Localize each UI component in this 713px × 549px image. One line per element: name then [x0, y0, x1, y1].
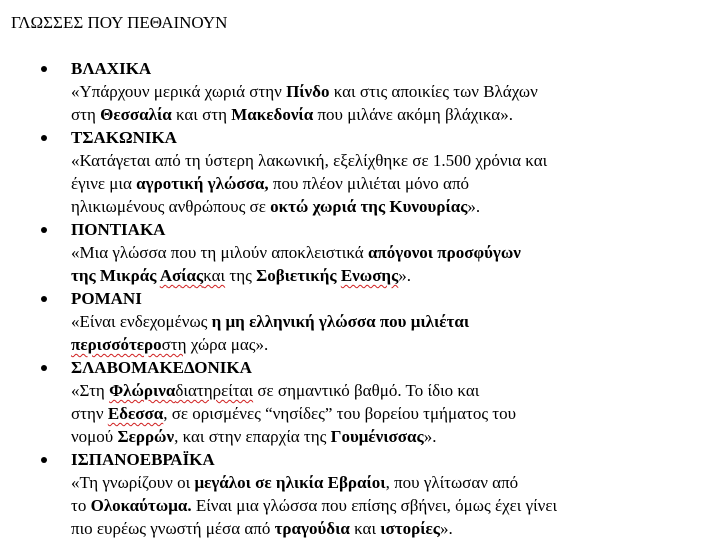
bold-text: Πίνδο: [286, 82, 330, 101]
quote-text: νομού: [71, 427, 118, 446]
quote-text: «Υπάρχουν μερικά χωριά στην: [71, 82, 287, 101]
quote-line: [71, 494, 713, 517]
quote-text: το: [71, 496, 91, 515]
quote-text: και: [203, 266, 226, 285]
quote-text: και: [349, 519, 381, 538]
language-name: ΙΣΠΑΝΟΕΒΡΑΪΚΑ: [71, 450, 215, 469]
language-name: ΡΟΜΑΝΙ: [71, 289, 142, 308]
bold-text: Σερρών: [117, 427, 175, 446]
bold-text: της Μικράς: [71, 266, 160, 285]
quote-text: και στις αποικίες των Βλάχων: [329, 82, 538, 101]
quote-text: «Μια γλώσσα που τη μιλούν αποκλειστικά: [71, 243, 368, 262]
quote-line: [71, 379, 713, 402]
quote-text: ».: [423, 427, 437, 446]
quote-line: [71, 264, 713, 287]
language-name: ΠΟΝΤΙΑΚΑ: [71, 220, 166, 239]
list-item: [0, 448, 713, 540]
quote-text: χώρα μας».: [186, 335, 269, 354]
quote-line: [71, 149, 713, 172]
bold-text: Ενωσης: [340, 266, 399, 285]
bullet-icon: [41, 227, 47, 233]
quote-text: και στη: [171, 105, 232, 124]
bold-text: ιστορίες: [380, 519, 440, 538]
list-item: [0, 57, 713, 126]
quote-line: [71, 333, 713, 356]
bold-text: Ολοκαύτωμα.: [90, 496, 192, 515]
bold-text: Μακεδονία: [231, 105, 314, 124]
bold-text: αγροτική γλώσσα,: [136, 174, 269, 193]
quote-text: στην: [71, 404, 108, 423]
bold-text: τραγούδια: [274, 519, 350, 538]
quote-line: [71, 310, 713, 333]
quote-line: [71, 195, 713, 218]
quote-text: ».: [398, 266, 412, 285]
quote-text: ».: [467, 197, 481, 216]
quote-text: «Τη γνωρίζουν οι: [71, 473, 195, 492]
bold-text: οκτώ χωριά της Κυνουρίας: [270, 197, 468, 216]
bold-text: Εδεσσα: [107, 404, 164, 423]
list-item: [0, 287, 713, 356]
quote-text: «Στη: [71, 381, 110, 400]
bullet-icon: [41, 135, 47, 141]
quote-line: [71, 80, 713, 103]
language-list: [0, 57, 713, 540]
language-name: ΣΛΑΒΟΜΑΚΕΔΟΝΙΚΑ: [71, 358, 252, 377]
list-item: [0, 356, 713, 448]
quote-line: [71, 402, 713, 425]
bold-text: η μη ελληνική γλώσσα που μιλιέται: [211, 312, 470, 331]
quote-line: [71, 241, 713, 264]
quote-text: σε σημαντικό βαθμό. Το ίδιο και: [253, 381, 480, 400]
quote-line: [71, 517, 713, 540]
quote-text: ».: [439, 519, 453, 538]
quote-text: πιο ευρέως γνωστή μέσα από: [71, 519, 275, 538]
document-title: ΓΛΩΣΣΕΣ ΠΟΥ ΠΕΘΑΙΝΟΥΝ: [11, 13, 228, 32]
quote-line: [71, 425, 713, 448]
quote-text: «Είναι ενδεχομένως: [71, 312, 212, 331]
quote-text: που πλέον μιλιέται μόνο από: [268, 174, 470, 193]
quote-text: της: [225, 266, 257, 285]
quote-text: , που γλίτωσαν από: [385, 473, 519, 492]
quote-text: έγινε μια: [71, 174, 137, 193]
bold-text: Γουμένισσας: [330, 427, 424, 446]
bold-text: περισσότερο: [71, 335, 162, 354]
bold-text: μεγάλοι σε ηλικία Εβραίοι: [194, 473, 386, 492]
language-name: ΤΣΑΚΩΝΙΚΑ: [71, 128, 177, 147]
quote-text: που μιλάνε ακόμη βλάχικα».: [313, 105, 513, 124]
quote-text: διατηρείται: [175, 381, 254, 400]
list-item: [0, 218, 713, 287]
bold-text: Ασίας: [159, 266, 204, 285]
quote-text: , και στην επαρχία της: [174, 427, 331, 446]
bold-text: Φλώρινα: [109, 381, 176, 400]
quote-line: [71, 172, 713, 195]
bullet-icon: [41, 365, 47, 371]
quote-text: Είναι μια γλώσσα που επίσης σβήνει, όμως έχει γίνει: [191, 496, 558, 515]
bold-text: απόγονοι προσφύγων: [367, 243, 521, 262]
list-item: [0, 126, 713, 218]
quote-text: , σε ορισμένες “νησίδες” του βορείου τμήματος του: [163, 404, 517, 423]
bullet-icon: [41, 66, 47, 72]
bold-text: Θεσσαλία: [100, 105, 172, 124]
quote-line: [71, 103, 713, 126]
quote-line: [71, 471, 713, 494]
quote-text: ηλικιωμένους ανθρώπους σε: [71, 197, 271, 216]
bullet-icon: [41, 296, 47, 302]
language-name: ΒΛΑΧΙΚΑ: [71, 59, 152, 78]
bold-text: Σοβιετικής: [256, 266, 341, 285]
quote-text: «Κατάγεται από τη ύστερη λακωνική, εξελίχθηκε σε 1.500 χρόνια και: [71, 151, 548, 170]
quote-text: στη: [161, 335, 187, 354]
bullet-icon: [41, 457, 47, 463]
quote-text: στη: [71, 105, 101, 124]
